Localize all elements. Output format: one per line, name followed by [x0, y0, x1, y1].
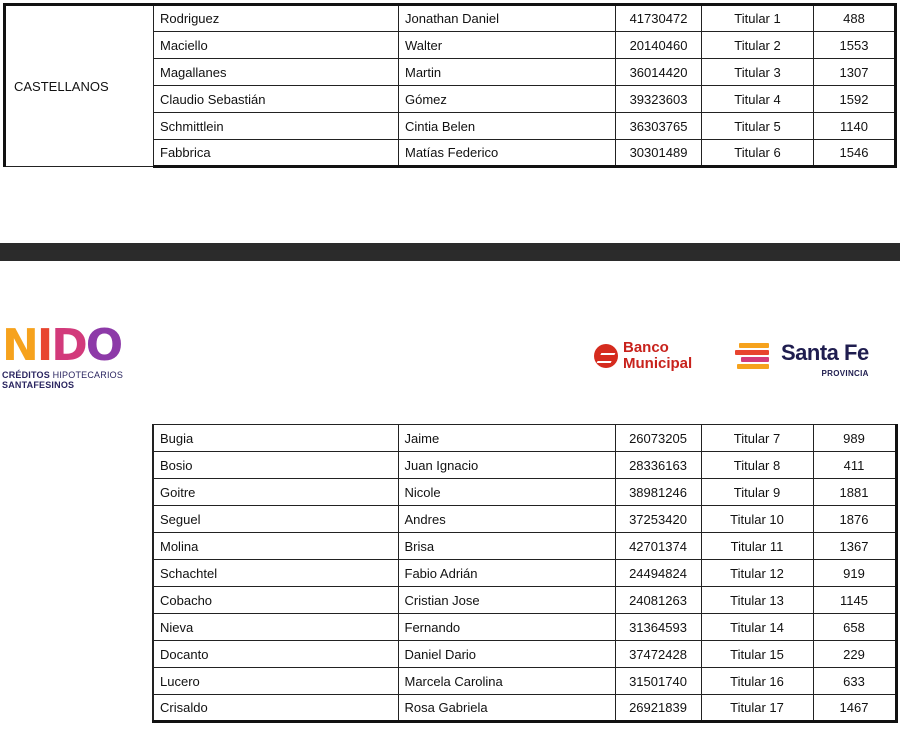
given-name-cell: Andres: [398, 506, 615, 533]
titular-cell: Titular 2: [702, 32, 814, 59]
nido-logo: [2, 320, 124, 390]
nido-tagline: CRÉDITOS HIPOTECARIOS SANTAFESINOS: [2, 370, 124, 390]
titular-cell: Titular 4: [702, 86, 814, 113]
banco-municipal-logo: [594, 340, 692, 372]
surname-cell: Molina: [153, 533, 398, 560]
given-name-cell: Cintia Belen: [399, 113, 616, 140]
dni-cell: 37472428: [615, 641, 701, 668]
nido-wordmark: NIDO: [2, 320, 122, 371]
table-row: [153, 479, 896, 506]
titular-cell: Titular 13: [701, 587, 813, 614]
titular-cell: Titular 9: [701, 479, 813, 506]
dni-cell: 24081263: [615, 587, 701, 614]
table-row: [153, 587, 896, 614]
given-name-cell: Jonathan Daniel: [399, 5, 616, 32]
number-cell: 1367: [813, 533, 896, 560]
titular-cell: Titular 5: [702, 113, 814, 140]
dni-cell: 26921839: [615, 695, 701, 722]
table-row: [153, 425, 896, 452]
number-cell: 1876: [813, 506, 896, 533]
dni-cell: 20140460: [616, 32, 702, 59]
surname-cell: Lucero: [153, 668, 398, 695]
surname-cell: Nieva: [153, 614, 398, 641]
surname-cell: Claudio Sebastián: [154, 86, 399, 113]
number-cell: 1467: [813, 695, 896, 722]
titular-cell: Titular 8: [701, 452, 813, 479]
titular-cell: Titular 17: [701, 695, 813, 722]
table-row: [153, 506, 896, 533]
table-row: [5, 5, 896, 32]
given-name-cell: Cristian Jose: [398, 587, 615, 614]
number-cell: 488: [814, 5, 896, 32]
titular-cell: Titular 1: [702, 5, 814, 32]
number-cell: 1140: [814, 113, 896, 140]
dni-cell: 36303765: [616, 113, 702, 140]
number-cell: 658: [813, 614, 896, 641]
surname-cell: Crisaldo: [153, 695, 398, 722]
given-name-cell: Nicole: [398, 479, 615, 506]
table-row: [153, 452, 896, 479]
given-name-cell: Matías Federico: [399, 140, 616, 167]
surname-cell: Goitre: [153, 479, 398, 506]
santa-fe-logo: [735, 341, 869, 378]
banco-municipal-text: Banco Municipal: [623, 339, 693, 372]
given-name-cell: Juan Ignacio: [398, 452, 615, 479]
santa-fe-title: Santa Fe: [781, 340, 869, 365]
titular-cell: Titular 7: [701, 425, 813, 452]
surname-cell: Seguel: [153, 506, 398, 533]
given-name-cell: Walter: [399, 32, 616, 59]
titular-cell: Titular 16: [701, 668, 813, 695]
given-name-cell: Gómez: [399, 86, 616, 113]
number-cell: 1307: [814, 59, 896, 86]
table-row: [153, 614, 896, 641]
table-row: [153, 668, 896, 695]
surname-cell: Docanto: [153, 641, 398, 668]
titular-cell: Titular 14: [701, 614, 813, 641]
dni-cell: 38981246: [615, 479, 701, 506]
beneficiaries-table-top: [3, 3, 897, 168]
number-cell: 411: [813, 452, 896, 479]
table-row: [153, 695, 896, 722]
dni-cell: 31501740: [615, 668, 701, 695]
given-name-cell: Brisa: [398, 533, 615, 560]
dni-cell: 24494824: [615, 560, 701, 587]
location-cell: CASTELLANOS: [5, 5, 154, 167]
dni-cell: 36014420: [616, 59, 702, 86]
given-name-cell: Marcela Carolina: [398, 668, 615, 695]
surname-cell: Fabbrica: [154, 140, 399, 167]
titular-cell: Titular 15: [701, 641, 813, 668]
table-row: [153, 533, 896, 560]
number-cell: 1553: [814, 32, 896, 59]
titular-cell: Titular 3: [702, 59, 814, 86]
table-row: [153, 641, 896, 668]
table-row: [153, 560, 896, 587]
given-name-cell: Fabio Adrián: [398, 560, 615, 587]
titular-cell: Titular 10: [701, 506, 813, 533]
titular-cell: Titular 6: [702, 140, 814, 167]
number-cell: 1592: [814, 86, 896, 113]
dni-cell: 42701374: [615, 533, 701, 560]
dni-cell: 41730472: [616, 5, 702, 32]
number-cell: 633: [813, 668, 896, 695]
dni-cell: 39323603: [616, 86, 702, 113]
surname-cell: Schachtel: [153, 560, 398, 587]
given-name-cell: Fernando: [398, 614, 615, 641]
given-name-cell: Rosa Gabriela: [398, 695, 615, 722]
surname-cell: Bugia: [153, 425, 398, 452]
titular-cell: Titular 11: [701, 533, 813, 560]
dni-cell: 31364593: [615, 614, 701, 641]
titular-cell: Titular 12: [701, 560, 813, 587]
surname-cell: Cobacho: [153, 587, 398, 614]
beneficiaries-table-bottom: [152, 424, 898, 723]
given-name-cell: Martin: [399, 59, 616, 86]
number-cell: 1881: [813, 479, 896, 506]
dni-cell: 30301489: [616, 140, 702, 167]
surname-cell: Schmittlein: [154, 113, 399, 140]
surname-cell: Bosio: [153, 452, 398, 479]
santa-fe-subtitle: PROVINCIA: [821, 369, 869, 378]
banco-municipal-icon: [594, 344, 618, 368]
number-cell: 989: [813, 425, 896, 452]
surname-cell: Magallanes: [154, 59, 399, 86]
dni-cell: 37253420: [615, 506, 701, 533]
given-name-cell: Daniel Dario: [398, 641, 615, 668]
dni-cell: 26073205: [615, 425, 701, 452]
number-cell: 1546: [814, 140, 896, 167]
dni-cell: 28336163: [615, 452, 701, 479]
santa-fe-flag-icon: [735, 341, 775, 373]
number-cell: 229: [813, 641, 896, 668]
number-cell: 1145: [813, 587, 896, 614]
given-name-cell: Jaime: [398, 425, 615, 452]
page-divider: [0, 243, 900, 261]
surname-cell: Rodriguez: [154, 5, 399, 32]
surname-cell: Maciello: [154, 32, 399, 59]
number-cell: 919: [813, 560, 896, 587]
